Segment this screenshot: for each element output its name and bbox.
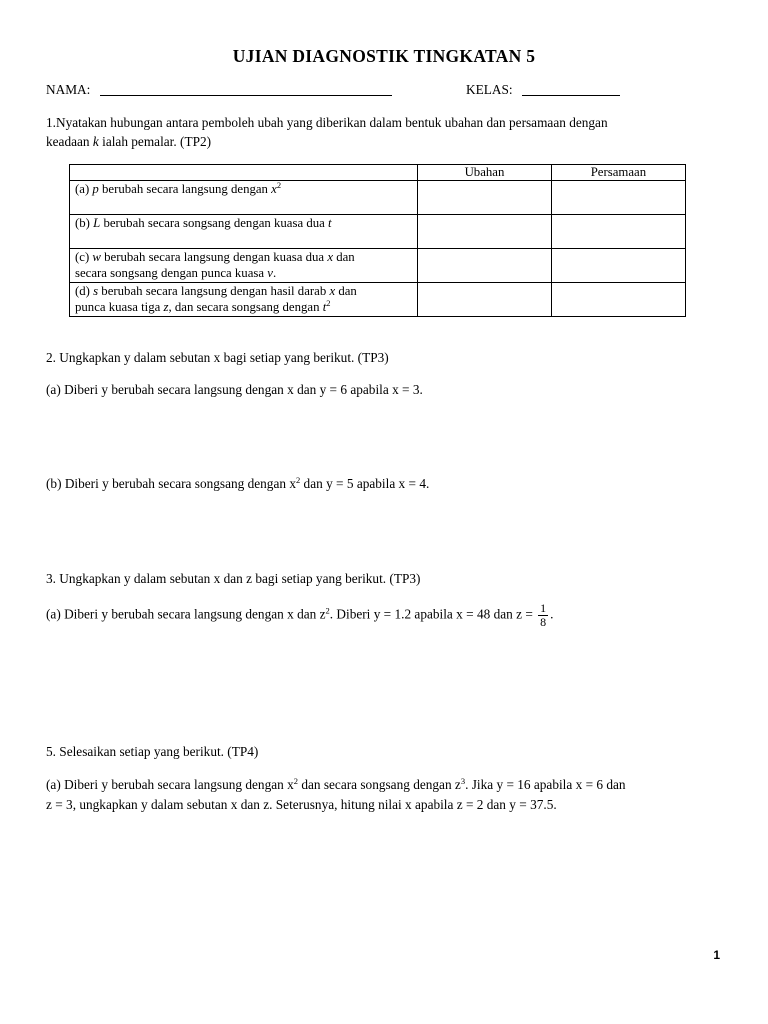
- row-c-line1: [75, 249, 412, 265]
- table-row-a-desc: [70, 181, 418, 215]
- table-header-ubahan: Ubahan: [418, 165, 552, 181]
- table-row: [70, 181, 686, 215]
- q5-a-text-mid: dan secara songsang dengan z: [298, 777, 461, 792]
- q3-fraction-numerator: 1: [540, 601, 547, 615]
- row-d-text3: , dan secara songsang dengan: [168, 300, 323, 314]
- table-row-c-desc: [70, 249, 418, 283]
- q5-a-text-end: . Jika y = 16 apabila x = 6 dan: [465, 777, 626, 792]
- row-b-var-t: t: [328, 216, 332, 230]
- table-row-d-persamaan[interactable]: [551, 283, 685, 317]
- row-d-text-dan: dan: [335, 284, 357, 298]
- row-a-var-x: x: [271, 182, 277, 196]
- q3-heading: 3. Ungkapkan y dalam sebutan x dan z bagi setiap yang berikut. (TP3): [46, 571, 421, 586]
- row-d-label: (d): [75, 284, 94, 298]
- row-c-text-dan: dan: [333, 250, 355, 264]
- row-d-line1: [75, 283, 412, 299]
- kelas-blank: [522, 83, 620, 96]
- q5-a-line2: z = 3, ungkapkan y dalam sebutan x dan z. Seterusnya, hitung nilai x apabila z = 2 dan y = 37.5.: [46, 797, 557, 812]
- table-row-b-persamaan[interactable]: [551, 215, 685, 249]
- table-header-persamaan: Persamaan: [551, 165, 685, 181]
- row-a-sup: 2: [276, 180, 282, 190]
- q2-part-a: (a) Diberi y berubah secara langsung dengan x dan y = 6 apabila x = 3.: [46, 382, 423, 397]
- row-b-var-l: L: [93, 216, 101, 230]
- row-b-text: berubah secara songsang dengan kuasa dua: [100, 216, 329, 230]
- row-d-var-z: z: [163, 300, 169, 314]
- q1-intro-k: k: [92, 134, 99, 149]
- row-d-sup: 2: [326, 298, 331, 308]
- row-c-text: berubah secara langsung dengan kuasa dua: [100, 250, 328, 264]
- q5-a-sup1: 2: [293, 776, 298, 786]
- table-row: [70, 283, 686, 317]
- q1-intro-text: keadaan: [46, 134, 93, 149]
- row-d-line2: [75, 299, 412, 315]
- q5-a-sup2: 3: [460, 776, 466, 786]
- kelas-field: [466, 82, 620, 98]
- table-row-d-desc: [70, 283, 418, 317]
- q5-a-line1: [46, 775, 746, 795]
- row-c-line2: [75, 265, 412, 281]
- q2-heading: 2. Ungkapkan y dalam sebutan x bagi setiap yang berikut. (TP3): [46, 350, 389, 365]
- table-row-a-persamaan[interactable]: [551, 181, 685, 215]
- q1-intro-line2: [46, 132, 736, 151]
- q3-a-text: (a) Diberi y berubah secara langsung dengan x dan z: [46, 606, 326, 622]
- q1-table: [69, 164, 686, 317]
- row-d-text2: punca kuasa tiga: [75, 300, 164, 314]
- table-row-c-persamaan[interactable]: [551, 249, 685, 283]
- q2-b-text: (b) Diberi y berubah secara songsang dengan x: [46, 476, 296, 491]
- row-a-text: berubah secara langsung dengan: [98, 182, 272, 196]
- table-row-d-ubahan[interactable]: [418, 283, 552, 317]
- page-number: 1: [713, 948, 720, 962]
- nama-blank: [100, 83, 392, 96]
- q3-a-text-mid: . Diberi y = 1.2 apabila x = 48 dan z =: [329, 606, 537, 622]
- q2-b-text-end: dan y = 5 apabila x = 4.: [300, 476, 430, 491]
- row-d-var-x: x: [329, 284, 336, 298]
- row-c-label: (c): [75, 250, 93, 264]
- table-header-blank: [70, 165, 418, 181]
- q3-fraction-denominator: 8: [540, 615, 547, 629]
- row-d-text: berubah secara langsung dengan hasil darab: [98, 284, 330, 298]
- q2-b-sup: 2: [295, 475, 301, 485]
- q1-intro: [46, 113, 736, 151]
- table-row-a-ubahan[interactable]: [418, 181, 552, 215]
- kelas-label: KELAS:: [466, 82, 513, 97]
- q3-a-text-end: .: [550, 606, 554, 622]
- row-d-var-t: t: [322, 300, 327, 314]
- row-a-label: (a): [75, 182, 93, 196]
- table-row: [70, 215, 686, 249]
- q5-a-text: (a) Diberi y berubah secara langsung dengan x: [46, 777, 294, 792]
- row-d-var-s: s: [93, 284, 99, 298]
- row-a-var-p: p: [92, 182, 99, 196]
- nama-field: [46, 82, 392, 98]
- q3-fraction: [538, 602, 548, 629]
- nama-label: NAMA:: [46, 82, 91, 97]
- row-c-var-x: x: [327, 250, 333, 264]
- table-row-b-ubahan[interactable]: [418, 215, 552, 249]
- row-c-text-end: .: [272, 266, 277, 280]
- row-b-label: (b): [75, 216, 94, 230]
- q2-part-b: [46, 476, 429, 492]
- q1-intro-line1: 1.Nyatakan hubungan antara pemboleh ubah yang diberikan dalam bentuk ubahan dan persamaan dengan: [46, 115, 608, 130]
- table-row-c-ubahan[interactable]: [418, 249, 552, 283]
- q1-intro-text-end: ialah pemalar. (TP2): [98, 134, 212, 149]
- q3-a-sup: 2: [325, 605, 330, 616]
- table-row-b-desc: [70, 215, 418, 249]
- q3-part-a: [46, 602, 553, 629]
- q5-part-a: [46, 775, 746, 815]
- table-row: [70, 249, 686, 283]
- table-header-row: [70, 165, 686, 181]
- row-c-text2: secara songsang dengan punca kuasa: [75, 266, 268, 280]
- row-c-var-v: v: [267, 266, 273, 280]
- q5-heading: 5. Selesaikan setiap yang berikut. (TP4): [46, 744, 259, 759]
- page-title: UJIAN DIAGNOSTIK TINGKATAN 5: [232, 46, 536, 66]
- row-c-var-w: w: [92, 250, 101, 264]
